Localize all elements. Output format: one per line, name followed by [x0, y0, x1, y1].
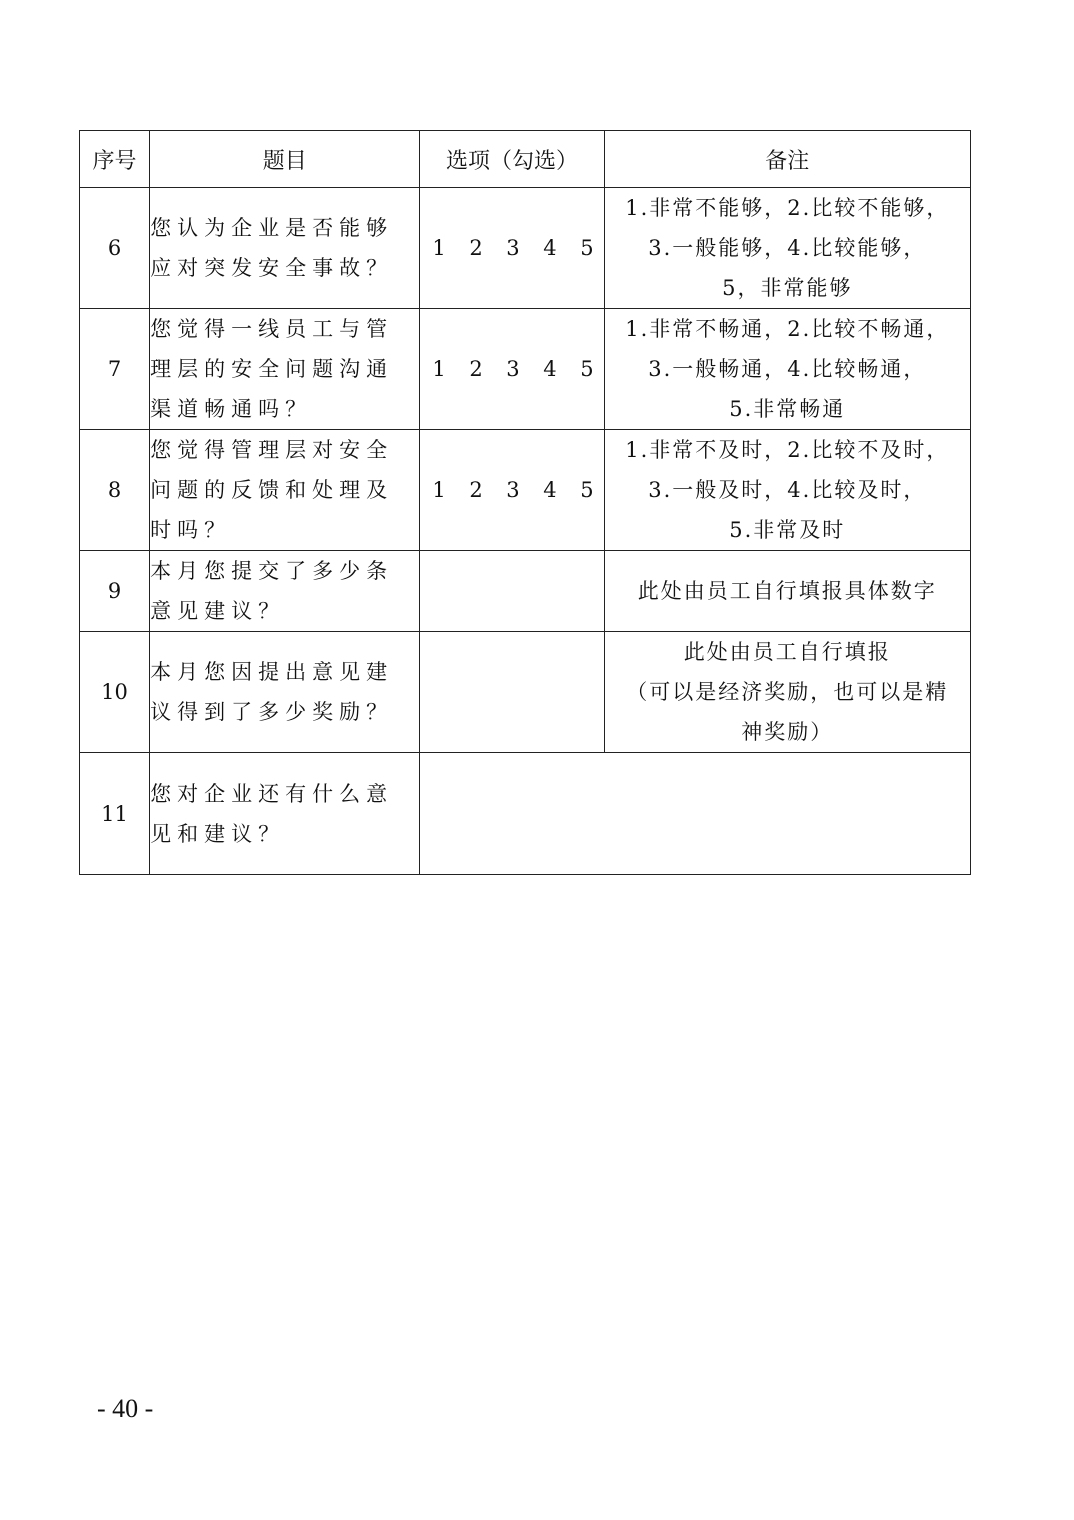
header-question: 题目 [150, 131, 420, 188]
rating-option[interactable]: 5 [580, 478, 594, 502]
row-serial-no: 9 [80, 551, 150, 632]
answer-field[interactable] [420, 632, 604, 753]
row-serial-no: 10 [80, 632, 150, 753]
table-row [80, 632, 971, 753]
header-options: 选项（勾选） [420, 131, 604, 188]
answer-field[interactable] [420, 551, 604, 632]
note-line: （可以是经济奖励，也可以是精 [626, 680, 949, 704]
note-line: 5，非常能够 [722, 276, 853, 300]
note-line: 5.非常及时 [729, 518, 846, 542]
rating-option[interactable]: 4 [543, 236, 557, 260]
note-line: 神奖励） [741, 720, 834, 744]
header-serial-no: 序号 [80, 131, 150, 188]
note-line: 此处由员工自行填报具体数字 [637, 579, 937, 603]
rating-option[interactable]: 2 [469, 478, 483, 502]
note-line: 5.非常畅通 [729, 397, 846, 421]
note-line: 3.一般畅通，4.比较畅通， [648, 357, 927, 381]
row-serial-no: 6 [80, 188, 150, 309]
note-line: 1.非常不畅通，2.比较不畅通， [625, 317, 950, 341]
rating-option[interactable]: 3 [506, 236, 520, 260]
table-row [80, 188, 971, 309]
row-question: 您认为企业是否能够应对突发安全事故？ [150, 188, 420, 309]
row-question: 您对企业还有什么意见和建议？ [150, 753, 420, 875]
note-line: 3.一般及时，4.比较及时， [648, 478, 927, 502]
rating-option[interactable]: 1 [432, 357, 446, 381]
rating-option[interactable]: 2 [469, 236, 483, 260]
table-row [80, 753, 971, 875]
answer-field[interactable] [420, 753, 971, 875]
row-serial-no: 11 [80, 753, 150, 875]
note-line: 1.非常不及时，2.比较不及时， [625, 438, 950, 462]
table-row [80, 551, 971, 632]
row-question: 本月您提交了多少条意见建议？ [150, 551, 420, 632]
rating-options [420, 309, 604, 430]
rating-option[interactable]: 4 [543, 357, 557, 381]
note-line: 3.一般能够，4.比较能够， [648, 236, 927, 260]
table-row [80, 309, 971, 430]
row-note [604, 430, 970, 551]
row-note [604, 551, 970, 632]
rating-option[interactable]: 2 [469, 357, 483, 381]
row-serial-no: 7 [80, 309, 150, 430]
note-line: 此处由员工自行填报 [683, 640, 891, 664]
rating-options [420, 430, 604, 551]
rating-option[interactable]: 4 [543, 478, 557, 502]
row-note [604, 632, 970, 753]
row-note [604, 309, 970, 430]
row-serial-no: 8 [80, 430, 150, 551]
row-question: 您觉得管理层对安全问题的反馈和处理及时吗？ [150, 430, 420, 551]
rating-option[interactable]: 5 [580, 357, 594, 381]
table-header-row [80, 131, 971, 188]
row-question: 您觉得一线员工与管理层的安全问题沟通渠道畅通吗？ [150, 309, 420, 430]
page-number: - 40 - [97, 1394, 154, 1423]
table-row [80, 430, 971, 551]
row-question: 本月您因提出意见建议得到了多少奖励？ [150, 632, 420, 753]
rating-options [420, 188, 604, 309]
rating-option[interactable]: 3 [506, 357, 520, 381]
rating-option[interactable]: 1 [432, 236, 446, 260]
rating-option[interactable]: 3 [506, 478, 520, 502]
rating-option[interactable]: 1 [432, 478, 446, 502]
row-note [604, 188, 970, 309]
header-notes: 备注 [604, 131, 970, 188]
rating-option[interactable]: 5 [580, 236, 594, 260]
survey-table [79, 130, 971, 875]
note-line: 1.非常不能够，2.比较不能够， [625, 196, 950, 220]
